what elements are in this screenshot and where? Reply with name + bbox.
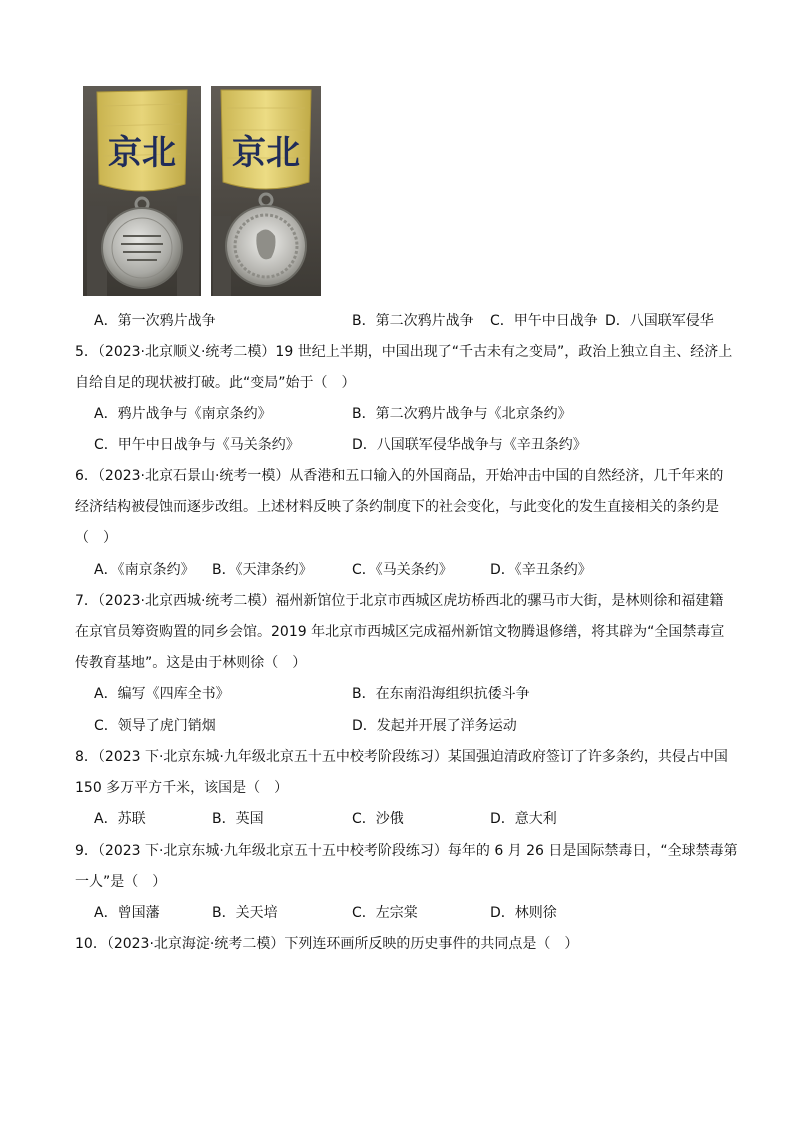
q6-option-c[interactable]: C．《马关条约》 [352, 562, 453, 578]
q8-stem-line2: 150 多万平方千米，该国是（ ） [75, 780, 289, 796]
q4-option-c[interactable]: C．甲午中日战争 [490, 313, 598, 329]
q7-option-b[interactable]: B．在东南沿海组织抗倭斗争 [352, 686, 530, 702]
q7-option-a[interactable]: A．编写《四库全书》 [94, 686, 230, 702]
q6-stem-line2: 经济结构被侵蚀而逐步改组。上述材料反映了条约制度下的社会变化，与此变化的发生直接相关的条约是 [75, 499, 719, 515]
q8-option-b[interactable]: B．英国 [212, 811, 264, 827]
q7-stem-line2: 在京官员筹资购置的同乡会馆。2019 年北京市西城区完成福州新馆文物腾退修缮，将其辟为“全国禁毒宣 [75, 624, 725, 640]
medal-photo-front [83, 86, 201, 296]
q8-stem-line1: 8．（2023 下·北京东城·九年级北京五十五中校考阶段练习）某国强迫清政府签订了许多条约，共侵占中国 [75, 749, 728, 765]
q7-option-d[interactable]: D．发起并开展了洋务运动 [352, 718, 517, 734]
q5-stem-line2: 自给自足的现状被打破。此“变局”始于（ ） [75, 375, 356, 391]
q4-option-d[interactable]: D．八国联军侵华 [605, 313, 714, 329]
q5-option-c[interactable]: C．甲午中日战争与《马关条约》 [94, 437, 300, 453]
q9-stem-line2: 一人”是（ ） [75, 874, 167, 890]
q4-option-b[interactable]: B．第二次鸦片战争 [352, 313, 474, 329]
q6-option-a[interactable]: A．《南京条约》 [94, 562, 195, 578]
q5-option-a[interactable]: A．鸦片战争与《南京条约》 [94, 406, 272, 422]
q7-stem-line3: 传教育基地”。这是由于林则徐（ ） [75, 655, 307, 671]
ribbon-label-front: 京北 [108, 133, 176, 173]
q6-stem-line1: 6．（2023·北京石景山·统考一模）从香港和五口输入的外国商品，开始冲击中国的自然经济，几千年来的 [75, 468, 724, 484]
q5-stem-line1: 5．（2023·北京顺义·统考二模）19 世纪上半期，中国出现了“千古未有之变局”，政治上独立自主、经济上 [75, 344, 733, 360]
q6-stem-line3: （ ） [75, 530, 117, 546]
medal-photo-back [211, 86, 329, 296]
q8-option-d[interactable]: D．意大利 [490, 811, 557, 827]
q6-option-b[interactable]: B．《天津条约》 [212, 562, 313, 578]
q9-option-b[interactable]: B．关天培 [212, 905, 278, 921]
q5-option-b[interactable]: B．第二次鸦片战争与《北京条约》 [352, 406, 572, 422]
q5-option-d[interactable]: D．八国联军侵华战争与《辛丑条约》 [352, 437, 587, 453]
q10-stem-line1: 10．（2023·北京海淀·统考二模）下列连环画所反映的历史事件的共同点是（ ） [75, 936, 579, 952]
q6-option-d[interactable]: D．《辛丑条约》 [490, 562, 592, 578]
ribbon-label-back: 京北 [232, 133, 300, 173]
q4-option-a[interactable]: A．第一次鸦片战争 [94, 313, 216, 329]
q9-stem-line1: 9．（2023 下·北京东城·九年级北京五十五中校考阶段练习）每年的 6 月 26 日是国际禁毒日，“全球禁毒第 [75, 843, 738, 859]
q9-option-d[interactable]: D．林则徐 [490, 905, 557, 921]
q8-option-c[interactable]: C．沙俄 [352, 811, 404, 827]
q9-option-c[interactable]: C．左宗棠 [352, 905, 418, 921]
q9-option-a[interactable]: A．曾国藩 [94, 905, 160, 921]
q7-stem-line1: 7．（2023·北京西城·统考二模）福州新馆位于北京市西城区虎坊桥西北的骡马市大街，是林则徐和福建籍 [75, 593, 724, 609]
q8-option-a[interactable]: A．苏联 [94, 811, 146, 827]
q7-option-c[interactable]: C．领导了虎门销烟 [94, 718, 216, 734]
